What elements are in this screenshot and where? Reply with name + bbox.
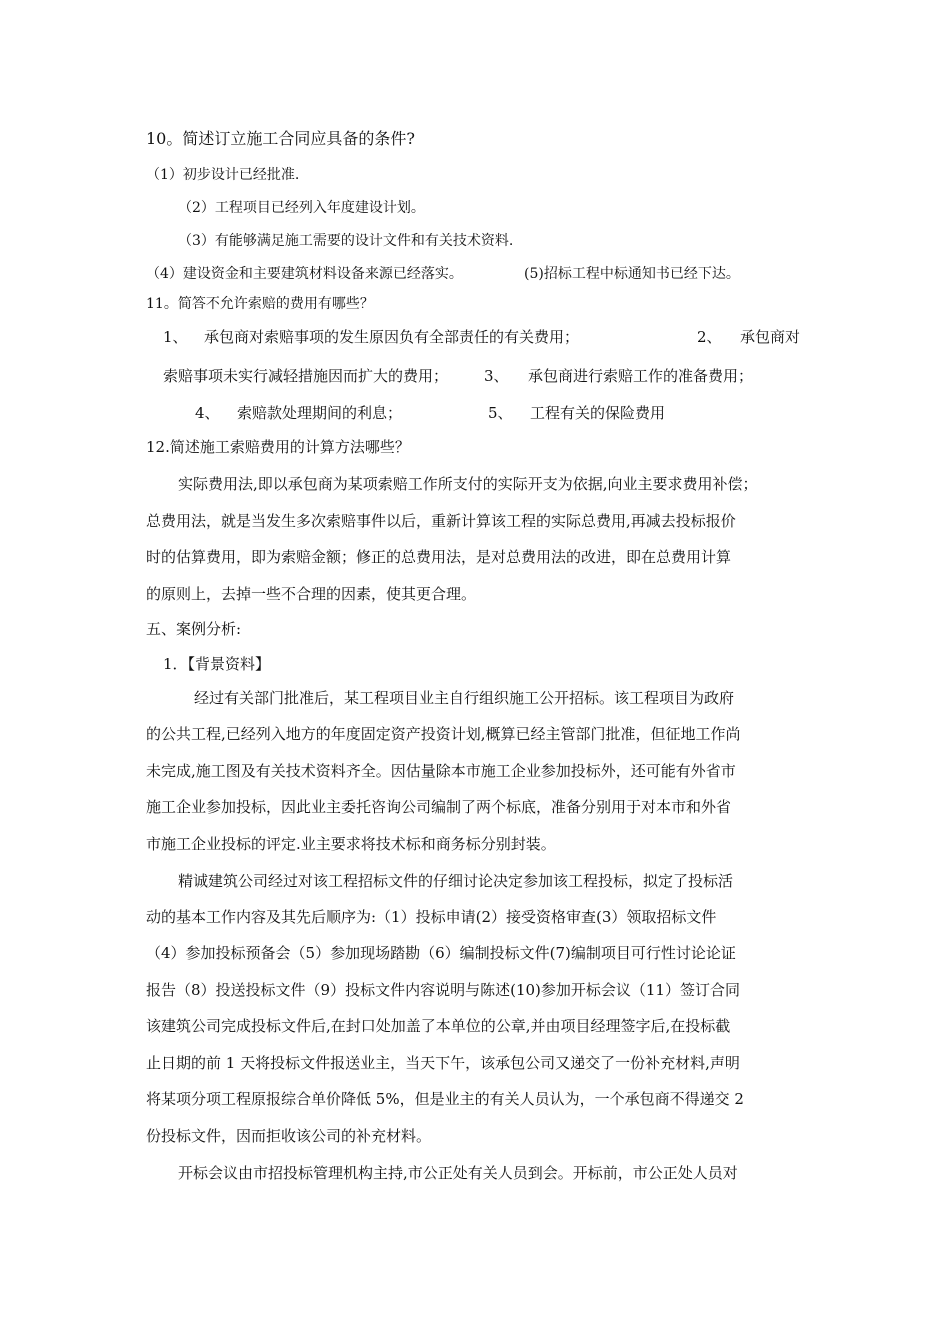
q11-num-5: 5、 — [488, 404, 513, 422]
section5-title: 五、案例分析: — [146, 620, 242, 638]
para1-line-5: 市施工企业投标的评定.业主要求将技术标和商务标分别封装。 — [146, 835, 556, 853]
para1-line-3: 未完成,施工图及有关技术资料齐全。因估量除本市施工企业参加投标外，还可能有外省市 — [146, 762, 736, 780]
para2-line-1: 精诚建筑公司经过对该工程招标文件的仔细讨论决定参加该工程投标，拟定了投标活 — [178, 872, 734, 890]
para2-line-4: 报告（8）投送投标文件（9）投标文件内容说明与陈述(10)参加开标会议（11）签订合同 — [146, 981, 740, 999]
para2-line-5: 该建筑公司完成投标文件后,在封口处加盖了本单位的公章,并由项目经理签字后,在投标截 — [146, 1017, 731, 1035]
q11-item-2b: 索赔事项未实行减轻措施因而扩大的费用； — [163, 367, 449, 385]
q11-item-4: 索赔款处理期间的利息； — [237, 404, 403, 422]
para1-line-2: 的公共工程,已经列入地方的年度固定资产投资计划,概算已经主管部门批准，但征地工作尚 — [146, 725, 741, 743]
q11-num-2: 2、 — [697, 328, 722, 346]
q11-item-2a: 承包商对 — [740, 328, 801, 346]
q11-num-4: 4、 — [195, 404, 220, 422]
q11-num-1: 1、 — [163, 328, 188, 346]
q12-line-3: 时的估算费用，即为索赔金额；修正的总费用法，是对总费用法的改进，即在总费用计算 — [146, 548, 732, 566]
para2-line-3: （4）参加投标预备会（5）参加现场踏勘（6）编制投标文件(7)编制项目可行性讨论论证 — [146, 944, 736, 962]
q10-item-5: (5)招标工程中标通知书已经下达。 — [524, 266, 740, 282]
q11-item-1: 承包商对索赔事项的发生原因负有全部责任的有关费用； — [204, 328, 580, 346]
case-label: 1．【背景资料】 — [163, 655, 271, 673]
q10-item-3: （3）有能够满足施工需要的设计文件和有关技术资料. — [178, 233, 514, 249]
q10-item-2: （2）工程项目已经列入年度建设计划。 — [178, 200, 425, 216]
q10-title: 10。简述订立施工合同应具备的条件? — [146, 129, 415, 148]
q11-item-5: 工程有关的保险费用 — [530, 404, 666, 422]
q12-line-1: 实际费用法,即以承包商为某项索赔工作所支付的实际开支为依据,向业主要求费用补偿； — [178, 475, 758, 493]
q10-item-1: （1）初步设计已经批准. — [146, 167, 300, 183]
q11-item-3: 承包商进行索赔工作的准备费用； — [528, 367, 754, 385]
para3-line-1: 开标会议由市招投标管理机构主持,市公正处有关人员到会。开标前，市公正处人员对 — [178, 1164, 738, 1182]
q10-item-4: （4）建设资金和主要建筑材料设备来源已经落实。 — [146, 266, 463, 282]
para1-line-1: 经过有关部门批准后，某工程项目业主自行组织施工公开招标。该工程项目为政府 — [194, 689, 735, 707]
para2-line-2: 动的基本工作内容及其先后顺序为:（1）投标申请(2）接受资格审查(3）领取招标文件 — [146, 908, 717, 926]
para2-line-7: 将某项分项工程原报综合单价降低 5%，但是业主的有关人员认为，一个承包商不得递交 2 — [146, 1090, 744, 1108]
q11-num-3: 3、 — [484, 367, 509, 385]
q12-title: 12.简述施工索赔费用的计算方法哪些？ — [146, 438, 410, 456]
q11-title: 11。简答不允许索赔的费用有哪些？ — [146, 296, 374, 312]
q12-line-2: 总费用法，就是当发生多次索赔事件以后，重新计算该工程的实际总费用,再减去投标报价 — [146, 512, 736, 530]
para2-line-6: 止日期的前 1 天将投标文件报送业主，当天下午，该承包公司又递交了一份补充材料,声明 — [146, 1054, 740, 1072]
para1-line-4: 施工企业参加投标，因此业主委托咨询公司编制了两个标底，准备分别用于对本市和外省 — [146, 798, 732, 816]
para2-line-8: 份投标文件，因而拒收该公司的补充材料。 — [146, 1127, 432, 1145]
q12-line-4: 的原则上，去掉一些不合理的因素，使其更合理。 — [146, 585, 477, 603]
